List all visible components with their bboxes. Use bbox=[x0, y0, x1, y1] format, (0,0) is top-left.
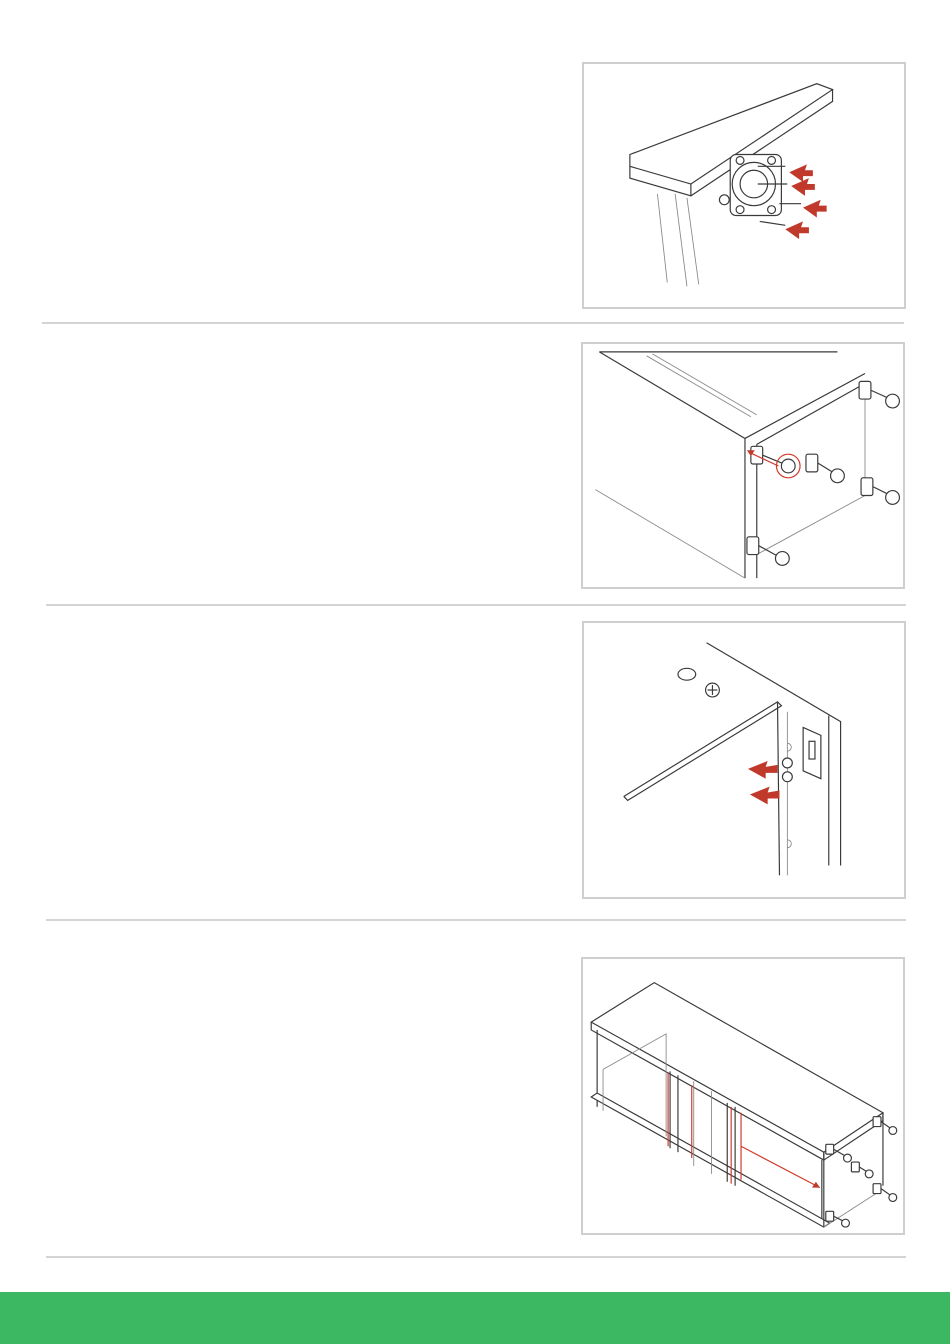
adjustable-foot-icon bbox=[826, 1211, 850, 1227]
footer-bar bbox=[0, 1292, 950, 1344]
arrow-icon bbox=[791, 178, 815, 196]
step-4-text-area bbox=[46, 955, 546, 1235]
arrow-icon bbox=[748, 761, 778, 779]
feet-illustration bbox=[583, 344, 903, 587]
step-2-figure bbox=[581, 342, 905, 589]
assembled-cabinet-illustration bbox=[583, 959, 903, 1233]
adjustable-foot-icon bbox=[751, 446, 795, 473]
leg-plate-illustration bbox=[584, 64, 904, 307]
arrow-icon bbox=[803, 200, 827, 218]
screw-icon bbox=[782, 772, 792, 782]
step-2-text-area bbox=[46, 340, 546, 590]
wall-bracket-icon bbox=[803, 727, 821, 778]
step-3-figure bbox=[582, 621, 906, 899]
wall-bracket-illustration bbox=[584, 623, 904, 897]
step-divider bbox=[46, 1256, 906, 1258]
adjustable-foot-icon bbox=[806, 454, 844, 483]
adjustable-foot-icon bbox=[861, 478, 899, 505]
adjustable-foot-icon bbox=[873, 1117, 897, 1135]
arrow-icon bbox=[750, 787, 780, 805]
screw-icon bbox=[782, 758, 792, 768]
step-1-text-area bbox=[46, 60, 546, 300]
adjustable-foot-icon bbox=[873, 1184, 897, 1202]
adjustable-foot-icon bbox=[851, 1162, 873, 1178]
step-divider bbox=[46, 604, 906, 606]
step-3-text-area bbox=[46, 620, 546, 900]
arrow-icon bbox=[789, 164, 813, 182]
adjustable-foot-icon bbox=[826, 1144, 852, 1162]
adjustable-foot-icon bbox=[747, 537, 789, 566]
step-1-figure bbox=[582, 62, 906, 309]
step-divider bbox=[46, 919, 906, 921]
arrow-icon bbox=[785, 221, 809, 239]
step-divider bbox=[42, 322, 904, 324]
step-4-figure bbox=[581, 957, 905, 1235]
